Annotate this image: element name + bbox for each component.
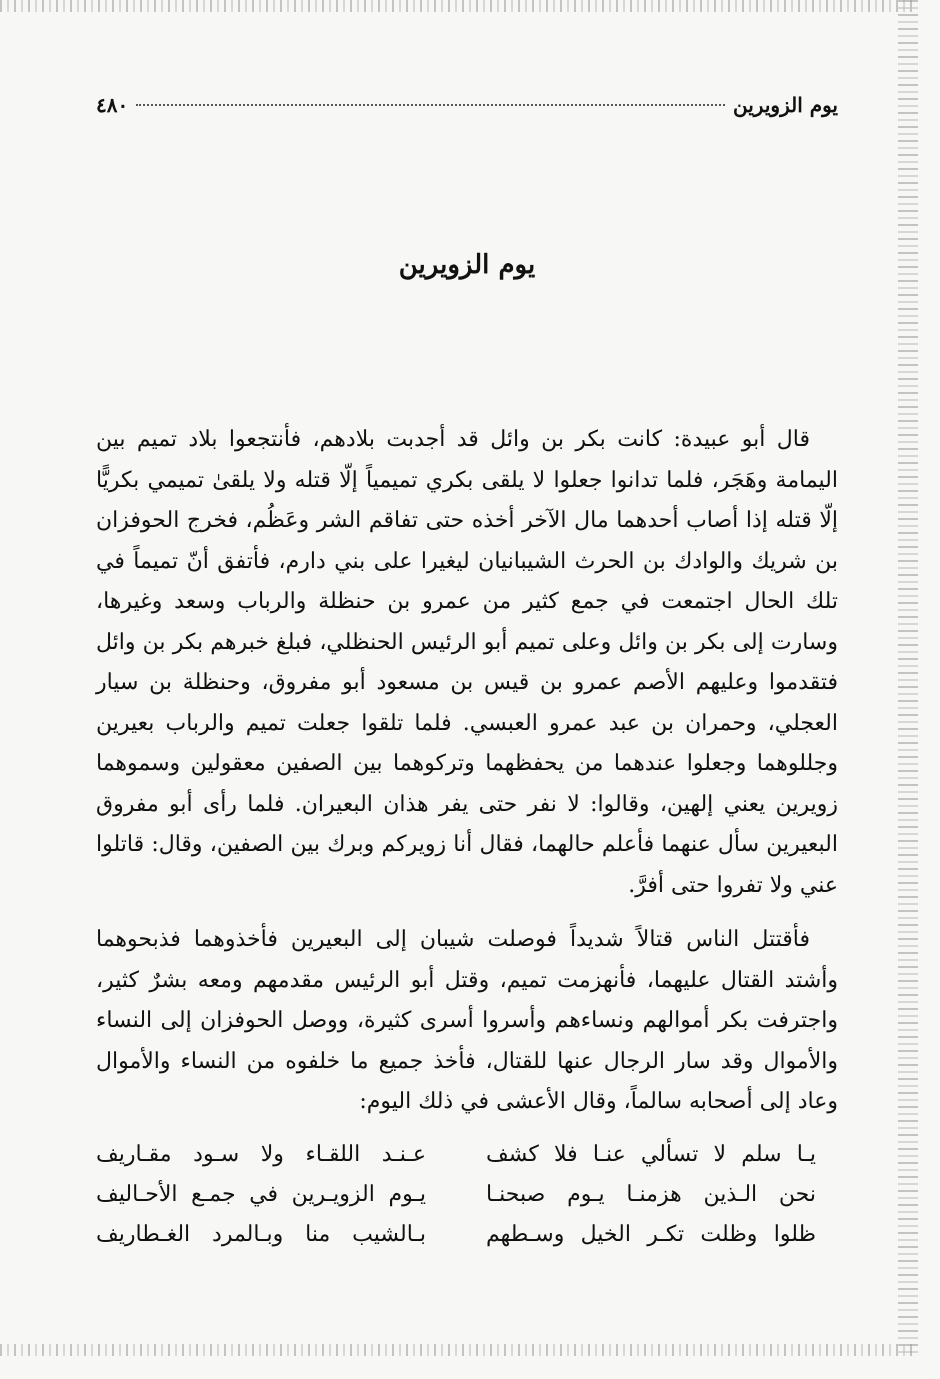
body-text — [96, 420, 838, 1255]
running-title: يوم الزويرين — [733, 93, 838, 117]
verse-second-hemistich: عـنـد اللقـاء ولا سـود مقـاريف — [96, 1141, 426, 1167]
poem-verse — [96, 1135, 838, 1175]
chapter-title: يوم الزويرين — [398, 250, 536, 280]
page-number: ٤٨٠ — [96, 93, 129, 117]
decorative-border-right — [898, 0, 918, 1356]
verse-first-hemistich: نحن الـذين هزمنـا يـوم صبحنـا — [486, 1181, 816, 1207]
decorative-border-top — [0, 0, 912, 12]
book-page — [96, 80, 838, 1320]
paragraph-1: قال أبو عبيدة: كانت بكر بن وائل قد أجدبت بلادهم، فأنتجعوا بلاد تميم بين اليمامة وهَجَر، فلما تدانوا جعلوا لا يلقى بكري تميمياً إلّا قتله ولا يلقىٰ تميمي بكريًّا إلّا قتله إذا أصاب أحدهما مال الآخر أخذه حتى تفاقم الشر وعَظُم، فخرج الحوفزان بن شريك والوادك بن الحرث الشيبانيان ليغيرا على بني دارم، فأتفق أنّ تميماً في تلك الحال اجتمعت في جمع كثير من عمرو بن حنظلة والرباب وسعد وغيرها، وسارت إلى بكر بن وائل وعلى تميم أبو الرئيس الحنظلي، فبلغ خبرهم بكر بن وائل فتقدموا وعليهم الأصم عمرو بن قيس بن مسعود أبو مفروق، وحنظلة بن سيار العجلي، وحمران بن عبد عمرو العبسي. فلما تلقوا جعلت تميم والرباب بعيرين وجللوهما وجعلوا عندهما من يحفظهما وتركوهما بين الصفين معقولين وسموهما زويرين يعني إلهين، وقالوا: لا نفر حتى يفر هذان البعيران. فلما رأى أبو مفروق البعيرين سأل عنهما فأعلم حالهما، فقال أنا زويركم وبرك بين الصفين، وقال: قاتلوا عني ولا تفروا حتى أفرَّ. — [96, 427, 838, 898]
poem — [96, 1135, 838, 1255]
verse-second-hemistich: يـوم الزويـرين في جمـع الأحـاليف — [96, 1181, 426, 1207]
verse-second-hemistich: بـالشيب منا وبـالمرد الغـطاريف — [96, 1221, 426, 1247]
poem-verse — [96, 1215, 838, 1255]
dotted-leader — [136, 104, 725, 106]
decorative-border-bottom — [0, 1344, 912, 1356]
running-header — [96, 90, 838, 120]
verse-first-hemistich: ظلوا وظلت تكـر الخيل وسـطهم — [486, 1221, 816, 1247]
paragraph-2: فأقتتل الناس قتالاً شديداً فوصلت شيبان إلى البعيرين فأخذوهما فذبحوهما وأشتد القتال عليهما، فأنهزمت تميم، وقتل أبو الرئيس مقدمهم ومعه بشرٌ كثير، واجترفت بكر أموالهم ونساءهم وأسروا أسرى كثيرة، ووصل الحوفزان إلى النساء والأموال وقد سار الرجال عنها للقتال، فأخذ جميع ما خلفوه من النساء والأموال وعاد إلى أصحابه سالماً، وقال الأعشى في ذلك اليوم: — [96, 927, 838, 1114]
verse-first-hemistich: يـا سلم لا تسألي عنـا فلا كشف — [486, 1141, 816, 1167]
poem-verse — [96, 1175, 838, 1215]
